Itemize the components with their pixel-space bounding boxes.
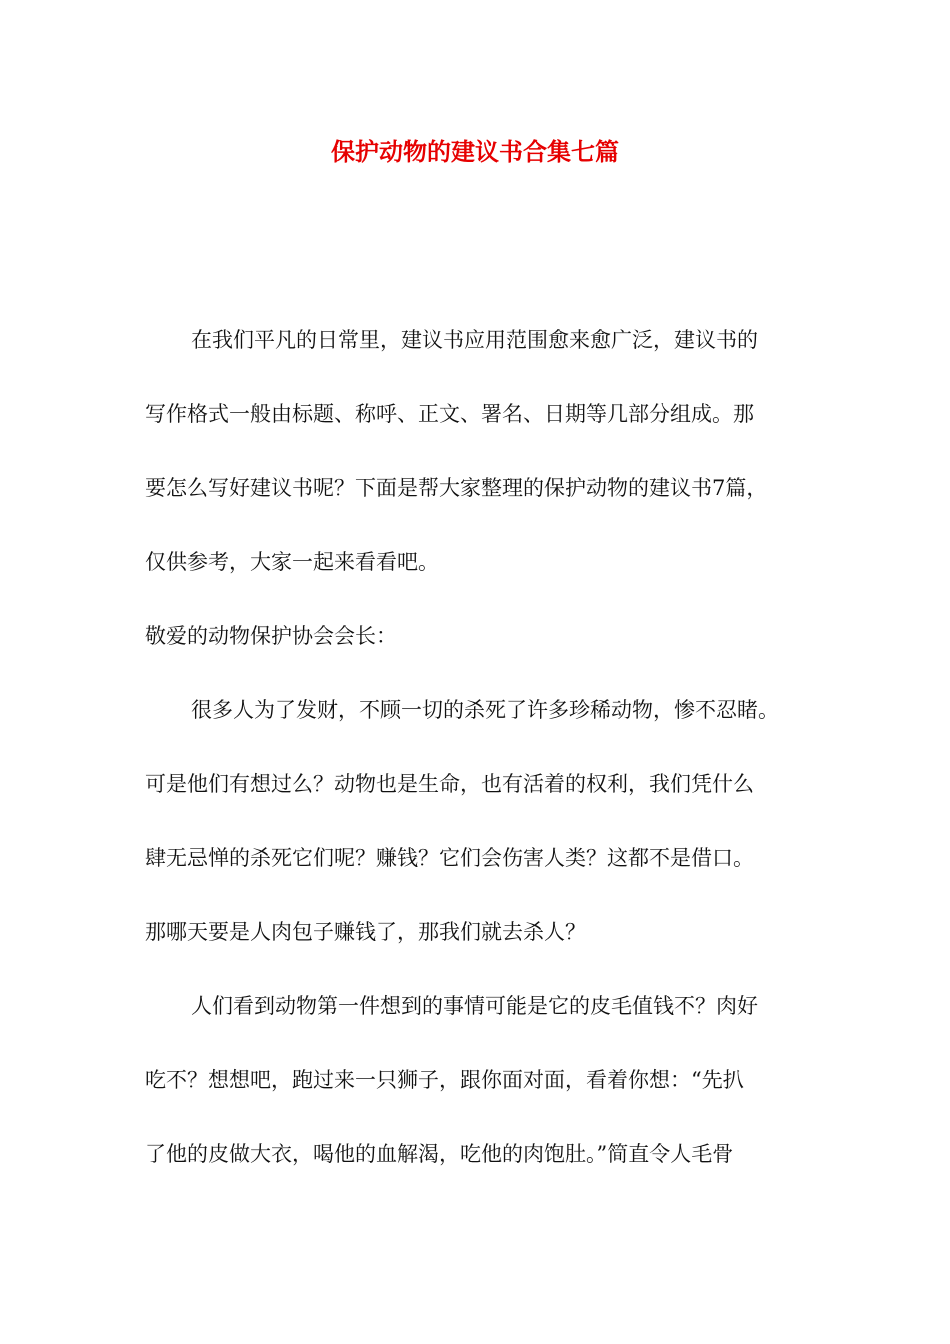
paragraph-line: 人们看到动物第一件想到的事情可能是它的皮毛值钱不？肉好 bbox=[191, 994, 758, 1018]
salutation-line: 敬爱的动物保护协会会长： bbox=[145, 624, 397, 648]
document-body bbox=[145, 318, 810, 1206]
paragraph-line: 那哪天要是人肉包子赚钱了，那我们就去杀人？ bbox=[145, 920, 586, 944]
paragraph-line: 写作格式一般由标题、称呼、正文、署名、日期等几部分组成。那 bbox=[145, 402, 754, 426]
paragraph-line: 肆无忌惮的杀死它们呢？赚钱？它们会伤害人类？这都不是借口。 bbox=[145, 846, 754, 870]
document-title: 保护动物的建议书合集七篇 bbox=[331, 138, 619, 166]
paragraph-line: 可是他们有想过么？动物也是生命，也有活着的权利，我们凭什么 bbox=[145, 772, 754, 796]
paragraph-line: 在我们平凡的日常里，建议书应用范围愈来愈广泛，建议书的 bbox=[191, 328, 758, 352]
paragraph-line: 要怎么写好建议书呢？下面是帮大家整理的保护动物的建议书7篇， bbox=[145, 476, 768, 500]
paragraph-line: 仅供参考，大家一起来看看吧。 bbox=[145, 550, 439, 574]
paragraph-line: 吃不？想想吧，跑过来一只狮子，跟你面对面，看着你想：“先扒 bbox=[145, 1068, 744, 1092]
paragraph-line: 很多人为了发财，不顾一切的杀死了许多珍稀动物，惨不忍睹。 bbox=[191, 698, 779, 722]
paragraph-line: 了他的皮做大衣，喝他的血解渴，吃他的肉饱肚。”简直令人毛骨 bbox=[145, 1142, 734, 1166]
